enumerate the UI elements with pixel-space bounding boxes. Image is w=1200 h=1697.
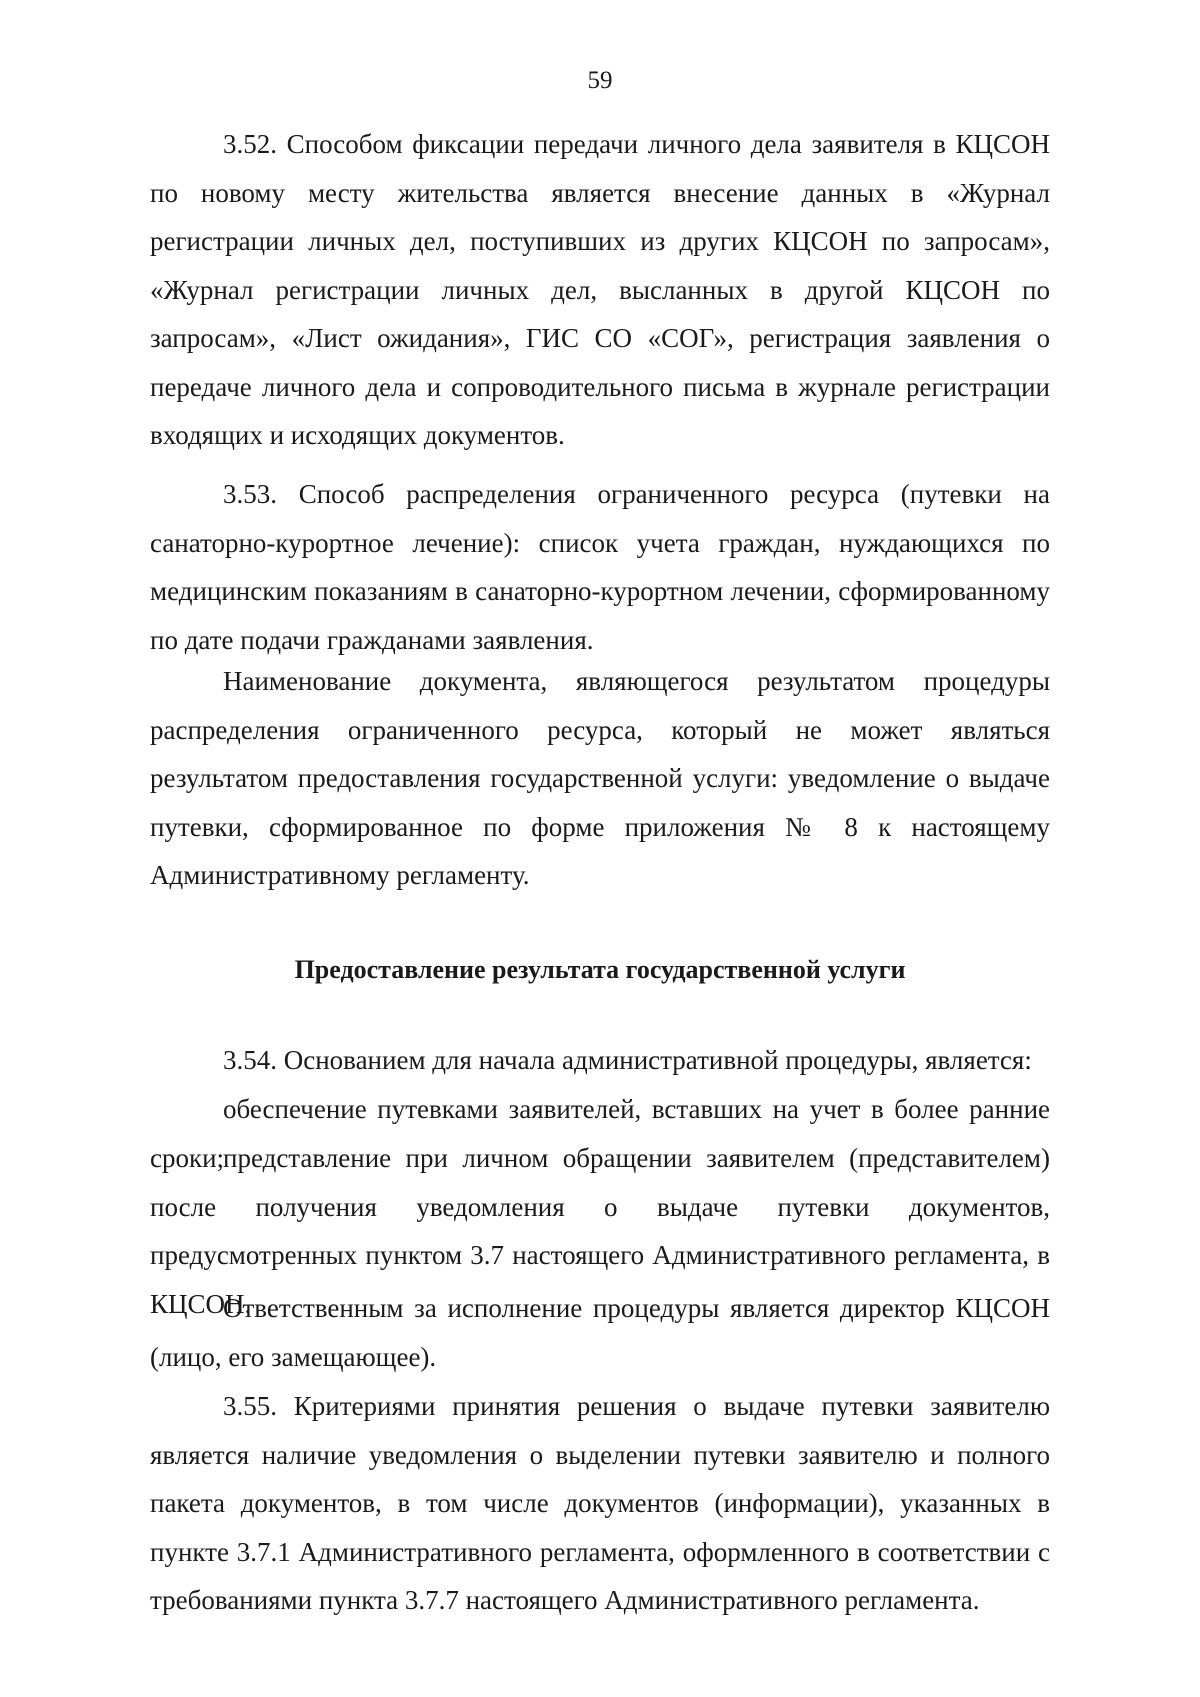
page-number: 59 — [587, 67, 613, 94]
paragraph-3-53: 3.53. Способ распределения ограниченного ресурса (путевки на санаторно-курортное лечение): список учета граждан, нуждающихся по медицинским показаниям в санаторно-курортном лечении, сформированному по дате подачи гражданами заявления. — [150, 479, 1050, 655]
paragraph-provision: обеспечение путевками заявителей, вставших на учет в более ранние сроки; — [150, 1094, 1050, 1173]
section-heading: Предоставление результата государственной услуги — [294, 955, 906, 984]
paragraph-3-55: 3.55. Критериями принятия решения о выдаче путевки заявителю является наличие уведомления о выделении путевки заявителю и полного пакета документов, в том числе документов (информации), указанных в пункте 3.7.1 Административного регламента, оформленного в соответствии с требованиями пункта 3.7.7 настоящего Административного регламента. — [150, 1391, 1050, 1615]
paragraph-responsible: Ответственным за исполнение процедуры является директор КЦСОН (лицо, его замещающее). — [150, 1293, 1050, 1372]
paragraph-document-name: Наименование документа, являющегося результатом процедуры распределения ограниченного ресурса, который не может являться результатом предоставления государственной услуги: уведомление о выдаче путевки, сформированное по форме приложения № 8 к настоящему Административному регламенту. — [150, 666, 1050, 890]
paragraph-submission: представление при личном обращении заявителем (представителем) после получения уведомления о выдаче путевки документов, предусмотренных пунктом 3.7 настоящего Административного регламента, в КЦСОН. — [150, 1143, 1050, 1319]
paragraph-3-52: 3.52. Способом фиксации передачи личного дела заявителя в КЦСОН по новому месту жительства является внесение данных в «Журнал регистрации личных дел, поступивших из других КЦСОН по запросам», «Журнал регистрации личных дел, высланных в другой КЦСОН по запросам», «Лист ожидания», ГИС СО «СОГ», регистрация заявления о передаче личного дела и сопроводительного письма в журнале регистрации входящих и исходящих документов. — [150, 129, 1050, 450]
paragraph-3-54: 3.54. Основанием для начала административной процедуры, является: — [223, 1045, 1032, 1075]
